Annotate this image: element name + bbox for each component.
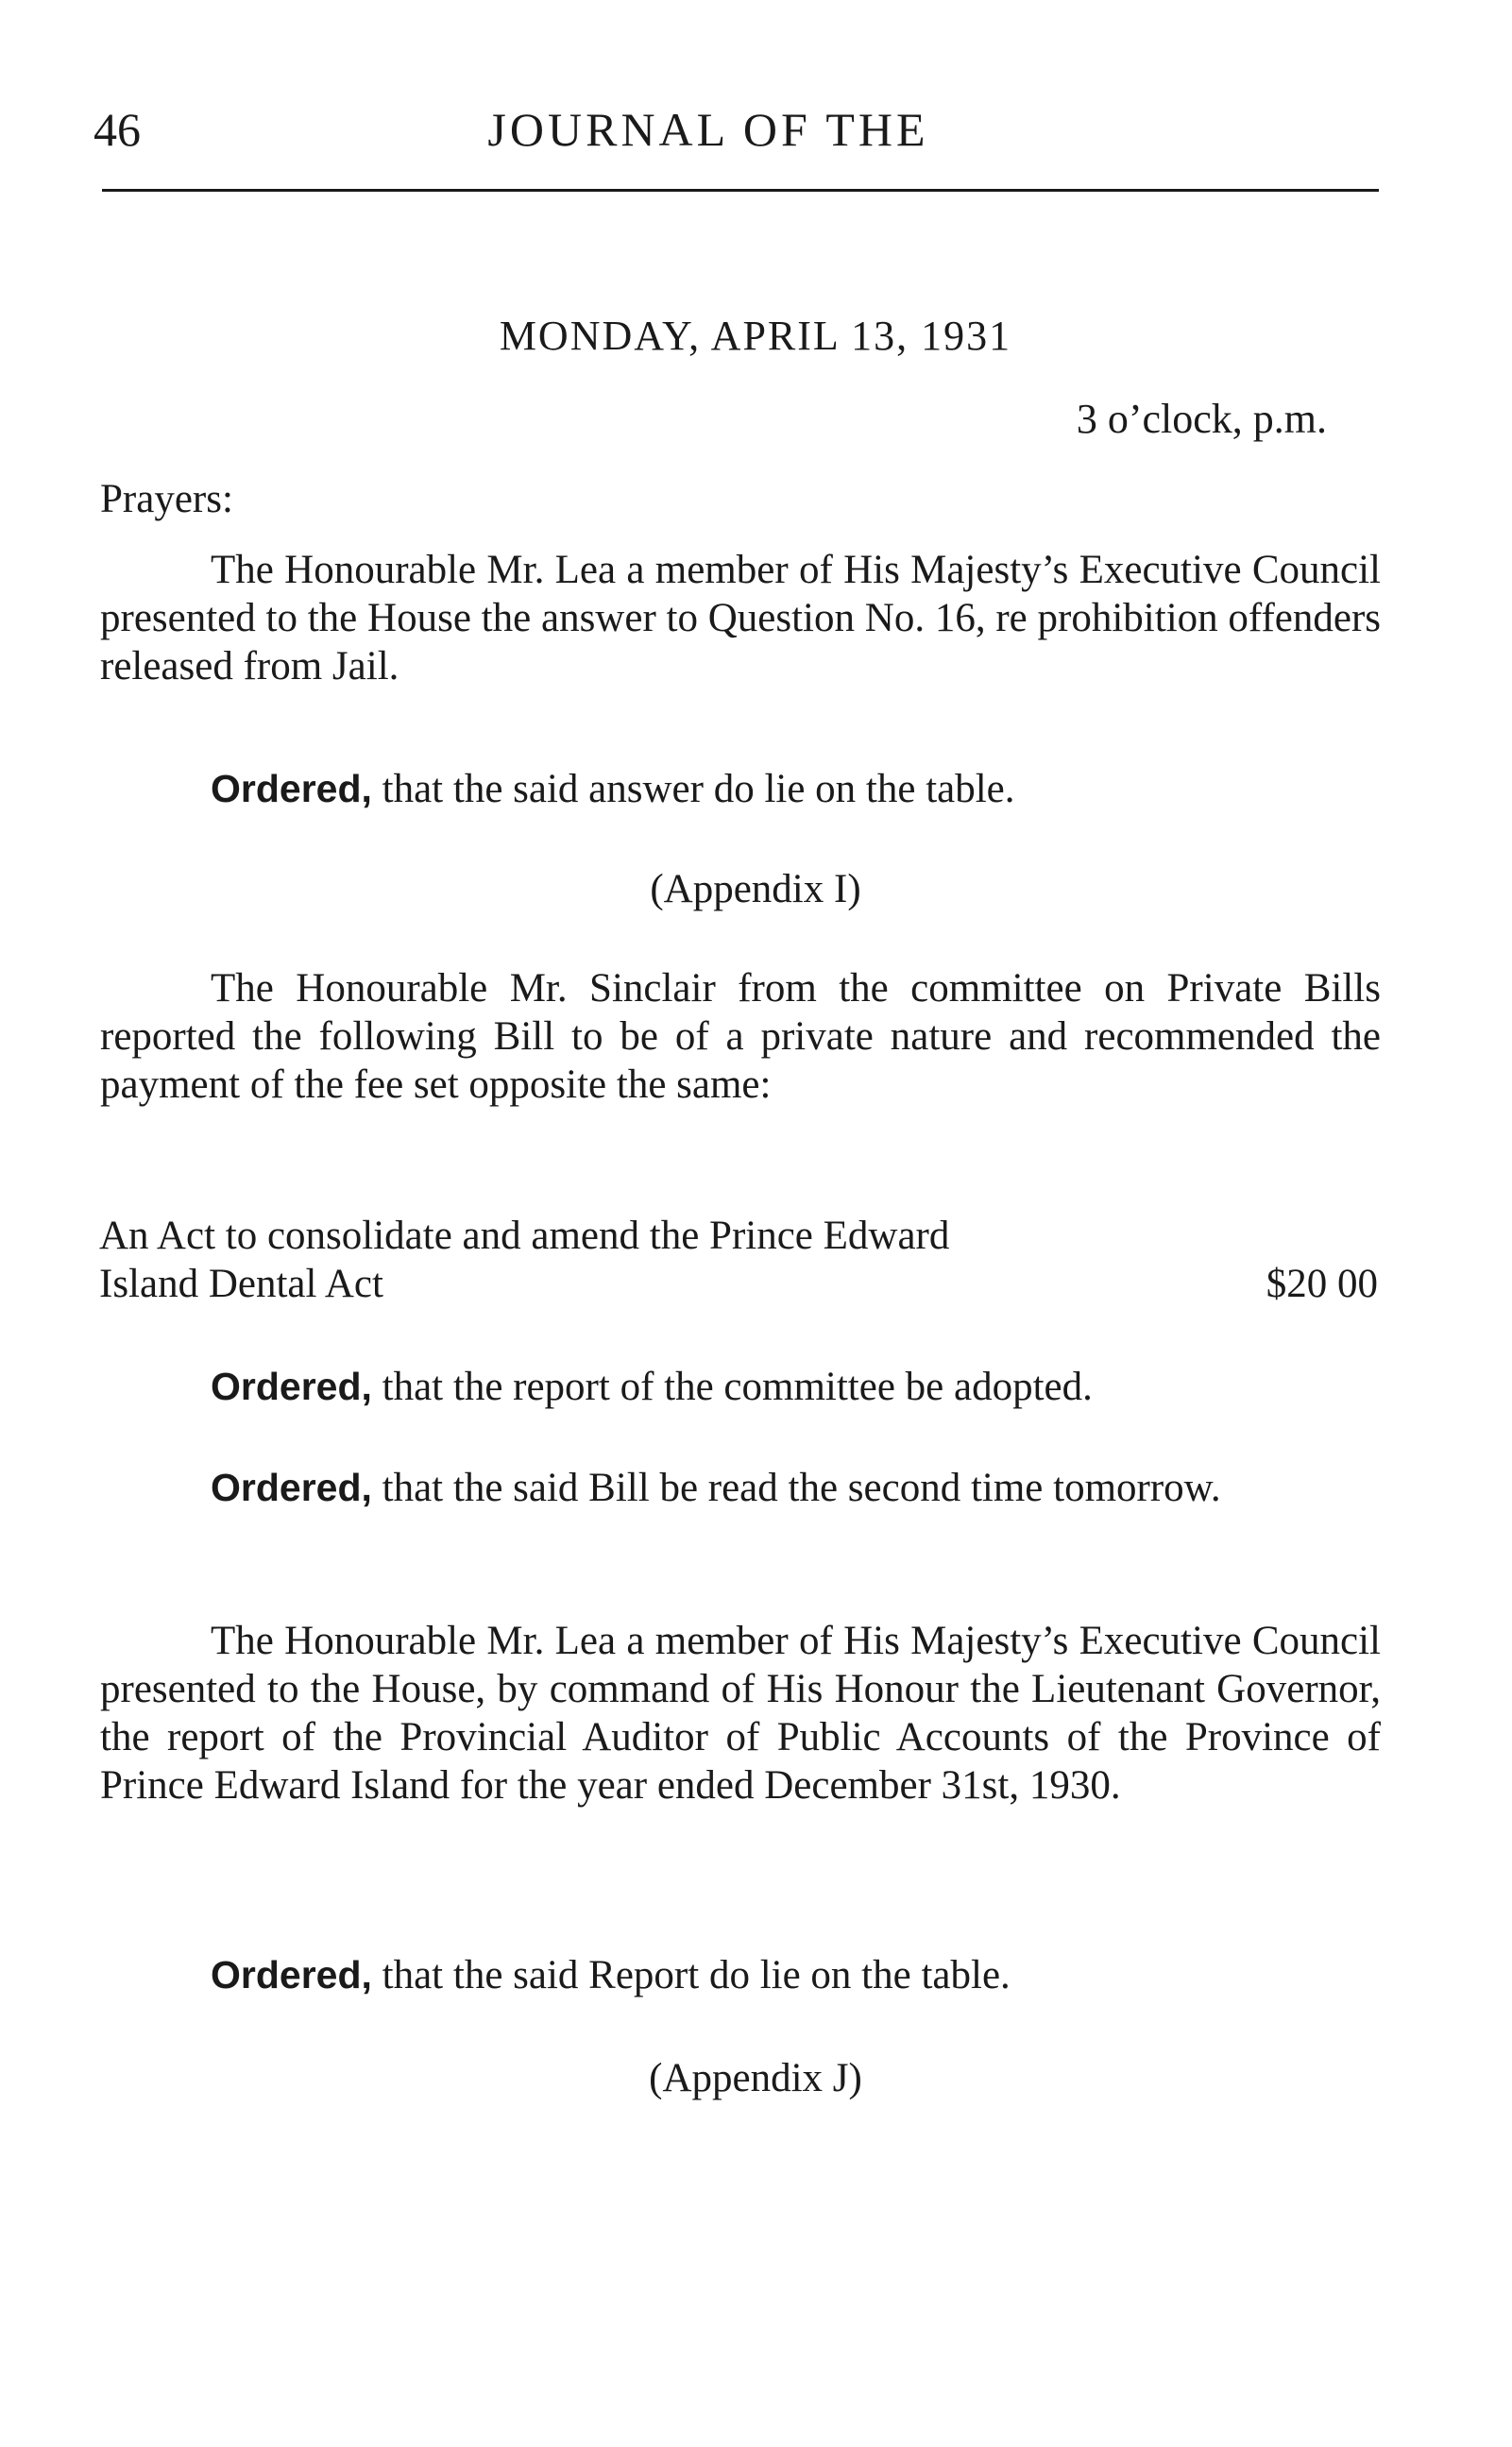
running-header-title: JOURNAL OF THE <box>487 103 929 156</box>
sitting-date: MONDAY, APRIL 13, 1931 <box>499 313 1012 359</box>
report-adopted-paragraph <box>100 1363 1381 1411</box>
auditor-report-paragraph: The Honourable Mr. Lea a member of His Majesty’s Executive Council presented to the House, by command of His Honour the Lieutenant Governor, the report of the Provincial Auditor of Public Accounts of the Province of Prince Edward Island for the year ended December 31st, 1930. <box>100 1619 1381 1808</box>
ordered-label: Ordered, <box>211 1953 372 1997</box>
appendix-i-reference: (Appendix I) <box>650 867 861 911</box>
ordered-text: that the report of the committee be adopted. <box>371 1365 1093 1409</box>
ordered-label: Ordered, <box>211 767 372 810</box>
ordered-text: that the said Bill be read the second time tomorrow. <box>371 1466 1221 1510</box>
second-reading-paragraph <box>100 1464 1381 1512</box>
answer-presented-paragraph: The Honourable Mr. Lea a member of His Majesty’s Executive Council presented to the House the answer to Question No. 16, re prohibition offenders released from Jail. <box>100 548 1381 688</box>
report-table-paragraph <box>100 1951 1381 1999</box>
page-number: 46 <box>93 103 141 156</box>
bill-fee: $20 00 <box>1266 1262 1378 1306</box>
prayers-label: Prayers: <box>100 477 233 521</box>
sitting-time: 3 o’clock, p.m. <box>1076 396 1327 442</box>
ordered-label: Ordered, <box>211 1365 372 1408</box>
bill-title-line-1: An Act to consolidate and amend the Prince Edward <box>99 1214 950 1258</box>
ordered-label: Ordered, <box>211 1466 372 1509</box>
private-bills-report-paragraph: The Honourable Mr. Sinclair from the committee on Private Bills reported the following Bill to be of a private nature and recommended the payment of the fee set opposite the same: <box>100 966 1381 1107</box>
ordered-text: that the said answer do lie on the table. <box>371 767 1015 811</box>
answer-ordered-paragraph <box>100 765 1381 813</box>
appendix-j-reference: (Appendix J) <box>649 2056 862 2100</box>
ordered-text: that the said Report do lie on the table. <box>371 1953 1011 1997</box>
bill-title-line-2: Island Dental Act <box>99 1262 383 1306</box>
header-rule <box>102 189 1379 192</box>
